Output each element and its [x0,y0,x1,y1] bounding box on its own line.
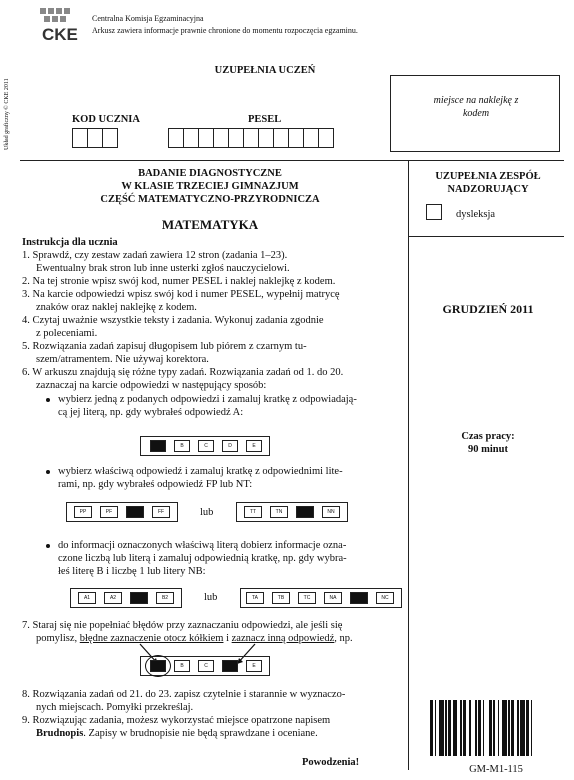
bullet-2-line-a: wybierz właściwą odpowiedź i zamaluj kratkę z odpowiednimi lite- [58,466,343,477]
exam-date: GRUDZIEŃ 2011 [442,302,534,316]
bullet-2-line-b: rami, np. gdy wybrałeś odpowiedź FP lub NT: [58,479,253,490]
instruction-5: 5. Rozwiązania zadań zapisuj długopisem lub piórem z czarnym tu- [22,341,307,352]
option-box: B [174,440,190,452]
instruction-1b: Ewentualny brak stron lub inne usterki zgłoś nauczycielowi. [36,263,290,274]
option-box-filled [296,506,314,518]
option-box: C [198,440,214,452]
option-box-filled [150,440,166,452]
or-label: lub [204,592,218,603]
team-section-title: UZUPEŁNIA ZESPÓŁ NADZORUJĄCY [435,171,541,195]
option-box: FF [152,506,170,518]
option-box-filled [130,592,148,604]
barcode-space [532,700,535,756]
side-copyright: Układ graficzny © CKE 2011 [4,78,10,150]
underlined-text: błędne zaznaczenie otocz kółkiem [79,633,224,644]
good-luck: Powodzenia! [302,757,360,768]
code-cell[interactable] [73,128,88,148]
student-code-label: KOD UCZNIA [72,114,140,125]
option-box: C [198,660,214,672]
option-box: B2 [156,592,174,604]
commission-name: Centralna Komisja Egzaminacyjna [92,14,204,23]
bullet-3-line-a: do informacji oznaczonych właściwą literą dobierz informacje ozna- [58,540,347,551]
duration-value: 90 minut [468,444,508,455]
exam-line-2: W KLASIE TRZECIEJ GIMNAZJUM [121,181,299,192]
circle-mark-icon [145,655,171,677]
option-box: B [174,660,190,672]
dyslexia-checkbox[interactable] [426,204,442,220]
subject-title: MATEMATYKA [161,217,259,232]
pesel-cell[interactable] [289,128,304,148]
pesel-cell[interactable] [259,128,274,148]
bullet-1-line-b: cą jej literą, np. gdy wybrałeś odpowiedź A: [58,407,244,418]
option-box: NN [322,506,340,518]
pesel-cell[interactable] [244,128,259,148]
instruction-7: 7. Staraj się nie popełniać błędów przy zaznaczaniu odpowiedzi, ale jeśli się [22,620,343,631]
instruction-9: 9. Rozwiązując zadania, możesz wykorzystać miejsce opatrzone napisem [22,715,331,726]
instruction-1: 1. Sprawdź, czy zestaw zadań zawiera 12 stron (zadania 1–23). [22,250,288,261]
option-box-filled [222,660,238,672]
instruction-4: 4. Czytaj uważnie wszystkie teksty i zadania. Wykonuj zadania zgodnie [22,315,324,326]
instruction-3b: znaków oraz naklej naklejkę z kodem. [36,302,197,313]
bullet-3-line-b: czone liczbą lub literą i zamaluj odpowiednią kratkę, np. gdy wybra- [58,553,347,564]
bullet-3-line-c: łeś literę B i liczbę 1 lub litery NB: [58,566,206,577]
text-part: pomylisz, [36,633,80,644]
pesel-cell[interactable] [214,128,229,148]
bullet-1-line-a: wybierz jedną z podanych odpowiedzi i zamaluj kratkę z odpowiadają- [58,394,357,405]
option-box: TA [246,592,264,604]
exam-line-3: CZĘŚĆ MATEMATYCZNO-PRZYRODNICZA [100,194,320,205]
divider [20,160,564,161]
instruction-5b: szem/atramentem. Nie używaj korektora. [36,354,209,365]
instruction-6: 6. W arkuszu znajdują się różne typy zadań. Rozwiązania zadań od 1. do 20. [22,367,344,378]
instruction-8b: nych miejscach. Pomyłki przekreślaj. [36,702,194,713]
bullet-dot [46,398,50,402]
booklet-code: GM-M1-115 [469,764,523,775]
option-box: D [222,440,238,452]
pesel-cell[interactable] [169,128,184,148]
bullet-dot [46,544,50,548]
bullet-dot [46,470,50,474]
barcode [430,700,562,756]
protection-notice: Arkusz zawiera informacje prawnie chronione do momentu rozpoczęcia egzaminu. [92,26,358,35]
divider [408,160,409,770]
or-label: lub [200,507,214,518]
code-cell[interactable] [88,128,103,148]
option-box-filled [126,506,144,518]
pesel-label: PESEL [248,114,282,125]
text-part: , np. [334,633,353,644]
dyslexia-label: dysleksja [456,209,496,220]
text-part: . Zapisy w brudnopisie nie będą sprawdzane i oceniane. [83,728,318,739]
code-cell[interactable] [103,128,118,148]
duration-label: Czas pracy: [461,431,515,442]
instruction-9b [36,727,318,740]
sticker-box [390,75,560,152]
instruction-3: 3. Na karcie odpowiedzi wpisz swój kod i numer PESEL, wypełnij matrycę [22,289,340,300]
divider [408,236,564,237]
option-box: TB [272,592,290,604]
instruction-6b: zaznaczaj na karcie odpowiedzi w następujący sposób: [36,380,267,391]
instruction-2: 2. Na tej stronie wpisz swój kod, numer PESEL i naklej naklejkę z kodem. [22,276,336,287]
option-box: NA [324,592,342,604]
sticker-placeholder: miejsce na naklejkę z kodem [433,95,519,119]
option-box: PP [74,506,92,518]
pesel-field[interactable] [168,128,334,148]
student-code-field[interactable] [72,128,118,148]
cke-logo [40,8,84,42]
scratch-label: Brudnopis [36,728,84,739]
underlined-text: zaznacz inną odpowiedź [231,633,335,644]
pesel-cell[interactable] [304,128,319,148]
option-box: E [246,660,262,672]
instruction-8: 8. Rozwiązania zadań od 21. do 23. zapisz czytelnie i starannie w wyznaczo- [22,689,346,700]
pesel-cell[interactable] [319,128,334,148]
option-box: PF [100,506,118,518]
option-box: TN [270,506,288,518]
option-box: A2 [104,592,122,604]
option-box-filled [350,592,368,604]
pesel-cell[interactable] [274,128,289,148]
option-box: TC [298,592,316,604]
instruction-4b: z poleceniami. [36,328,98,339]
option-box: E [246,440,262,452]
exam-line-1: BADANIE DIAGNOSTYCZNE [138,168,282,179]
student-section-title: UZUPEŁNIA UCZEŃ [214,65,316,76]
logo-grid-icon [40,8,84,42]
instructions-title: Instrukcja dla ucznia [22,237,118,248]
pesel-cell[interactable] [184,128,199,148]
pesel-cell[interactable] [229,128,244,148]
option-box: NC [376,592,394,604]
pesel-cell[interactable] [199,128,214,148]
option-box: TT [244,506,262,518]
svg-text:CKE: CKE [42,25,78,42]
text-part: i [223,633,232,644]
option-box: A1 [78,592,96,604]
